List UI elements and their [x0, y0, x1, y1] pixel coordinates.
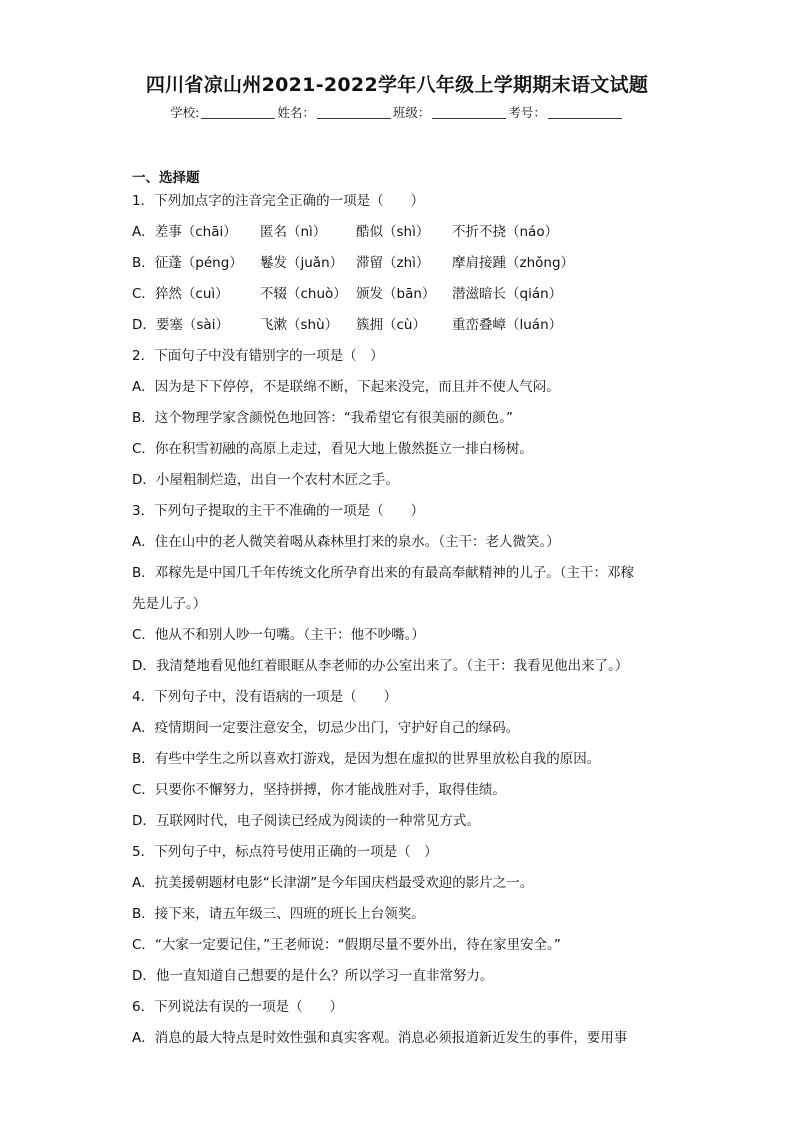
option-cell: 飞漱（shù） [260, 317, 339, 333]
option-line: C．只要你不懈努力，坚持拼搏，你才能战胜对手，取得佳绩。 [132, 782, 506, 798]
class-blank [432, 106, 506, 119]
option-cell: 潜滋暗长（qián） [452, 286, 563, 302]
exam-title: 四川省凉山州2021-2022学年八年级上学期期末语文试题 [145, 74, 649, 96]
option-row [132, 284, 662, 315]
option-cell: 鬈发（juǎn） [260, 255, 344, 271]
question-stem: 4．下列句子中，没有语病的一项是（ ） [132, 689, 398, 705]
question-stem: 5．下列句子中，标点符号使用正确的一项是（ ） [132, 844, 438, 860]
exam-no-blank [548, 106, 622, 119]
option-cell: 摩肩接踵（zhǒng） [452, 255, 575, 271]
school-blank [201, 106, 275, 119]
option-line: A．住在山中的老人微笑着喝从森林里打来的泉水。（主干：老人微笑。） [132, 534, 560, 550]
question-list [132, 191, 662, 1059]
option-row [132, 253, 662, 284]
question-stem: 2．下面句子中没有错别字的一项是（ ） [132, 348, 384, 364]
option-cell: 匿名（nì） [260, 224, 327, 240]
option-line: B．邓稼先是中国几千年传统文化所孕育出来的有最高奉献精神的儿子。（主干：邓稼 [132, 565, 635, 581]
option-line: A．抗美援朝题材电影“长津湖”是今年国庆档最受欢迎的影片之一。 [132, 875, 534, 891]
option-line: D．互联网时代，电子阅读已经成为阅读的一种常见方式。 [132, 813, 480, 829]
option-cell: B．征蓬（péng） [132, 255, 243, 271]
option-line: A．疫情期间一定要注意安全，切忌少出门，守护好自己的绿码。 [132, 720, 520, 736]
option-line: D．小屋粗制烂造，出自一个农村木匠之手。 [132, 472, 399, 488]
option-cell: 滞留（zhì） [356, 255, 430, 271]
option-cell: 不辍（chuò） [260, 286, 347, 302]
exam-no-label: 考号： [508, 105, 546, 120]
student-info-row [0, 103, 794, 121]
option-line: A．因为是下下停停，不是联绵不断，下起来没完，而且并不使人气闷。 [132, 379, 560, 395]
name-label: 姓名： [277, 105, 315, 120]
option-line: D．他一直知道自己想要的是什么？所以学习一直非常努力。 [132, 968, 494, 984]
option-cell: 不折不挠（náo） [452, 224, 559, 240]
option-line: B．这个物理学家含颜悦色地回答：“我希望它有很美丽的颜色。” [132, 410, 513, 426]
class-label: 班级： [392, 105, 431, 120]
option-cell: 重峦叠嶂（luán） [452, 317, 563, 333]
question-stem: 1．下列加点字的注音完全正确的一项是（ ） [132, 193, 425, 209]
option-line: C．你在积雪初融的高原上走过，看见大地上傲然挺立一排白杨树。 [132, 441, 533, 457]
option-line: D．我清楚地看见他红着眼眶从李老师的办公室出来了。（主干：我看见他出来了。） [132, 658, 629, 674]
question-stem: 3．下列句子提取的主干不准确的一项是（ ） [132, 503, 425, 519]
option-line: B．接下来，请五年级三、四班的班长上台领奖。 [132, 906, 425, 922]
option-line: C．他从不和别人吵一句嘴。（主干：他不吵嘴。） [132, 627, 425, 643]
option-cell: D．要塞（sài） [132, 317, 229, 333]
option-cell: A．差事（chāi） [132, 224, 237, 240]
option-row [132, 222, 662, 253]
option-line: C．“大家一定要记住，”王老师说：“假期尽量不要外出，待在家里安全。” [132, 937, 561, 953]
question-stem: 6．下列说法有误的一项是（ ） [132, 999, 344, 1015]
school-label: 学校: [170, 105, 200, 120]
option-row [132, 315, 662, 346]
option-cell: 簇拥（cù） [356, 317, 426, 333]
option-line-continued: 先是儿子。） [132, 596, 207, 612]
section-heading: 一、选择题 [132, 170, 200, 186]
option-line: A．消息的最大特点是时效性强和真实客观。消息必须报道新近发生的事件，要用事 [132, 1030, 628, 1046]
option-line: B．有些中学生之所以喜欢打游戏，是因为想在虚拟的世界里放松自我的原因。 [132, 751, 601, 767]
option-cell: C．猝然（cuì） [132, 286, 229, 302]
option-cell: 酷似（shì） [356, 224, 430, 240]
option-cell: 颁发（bān） [356, 286, 436, 302]
name-blank [317, 106, 391, 119]
